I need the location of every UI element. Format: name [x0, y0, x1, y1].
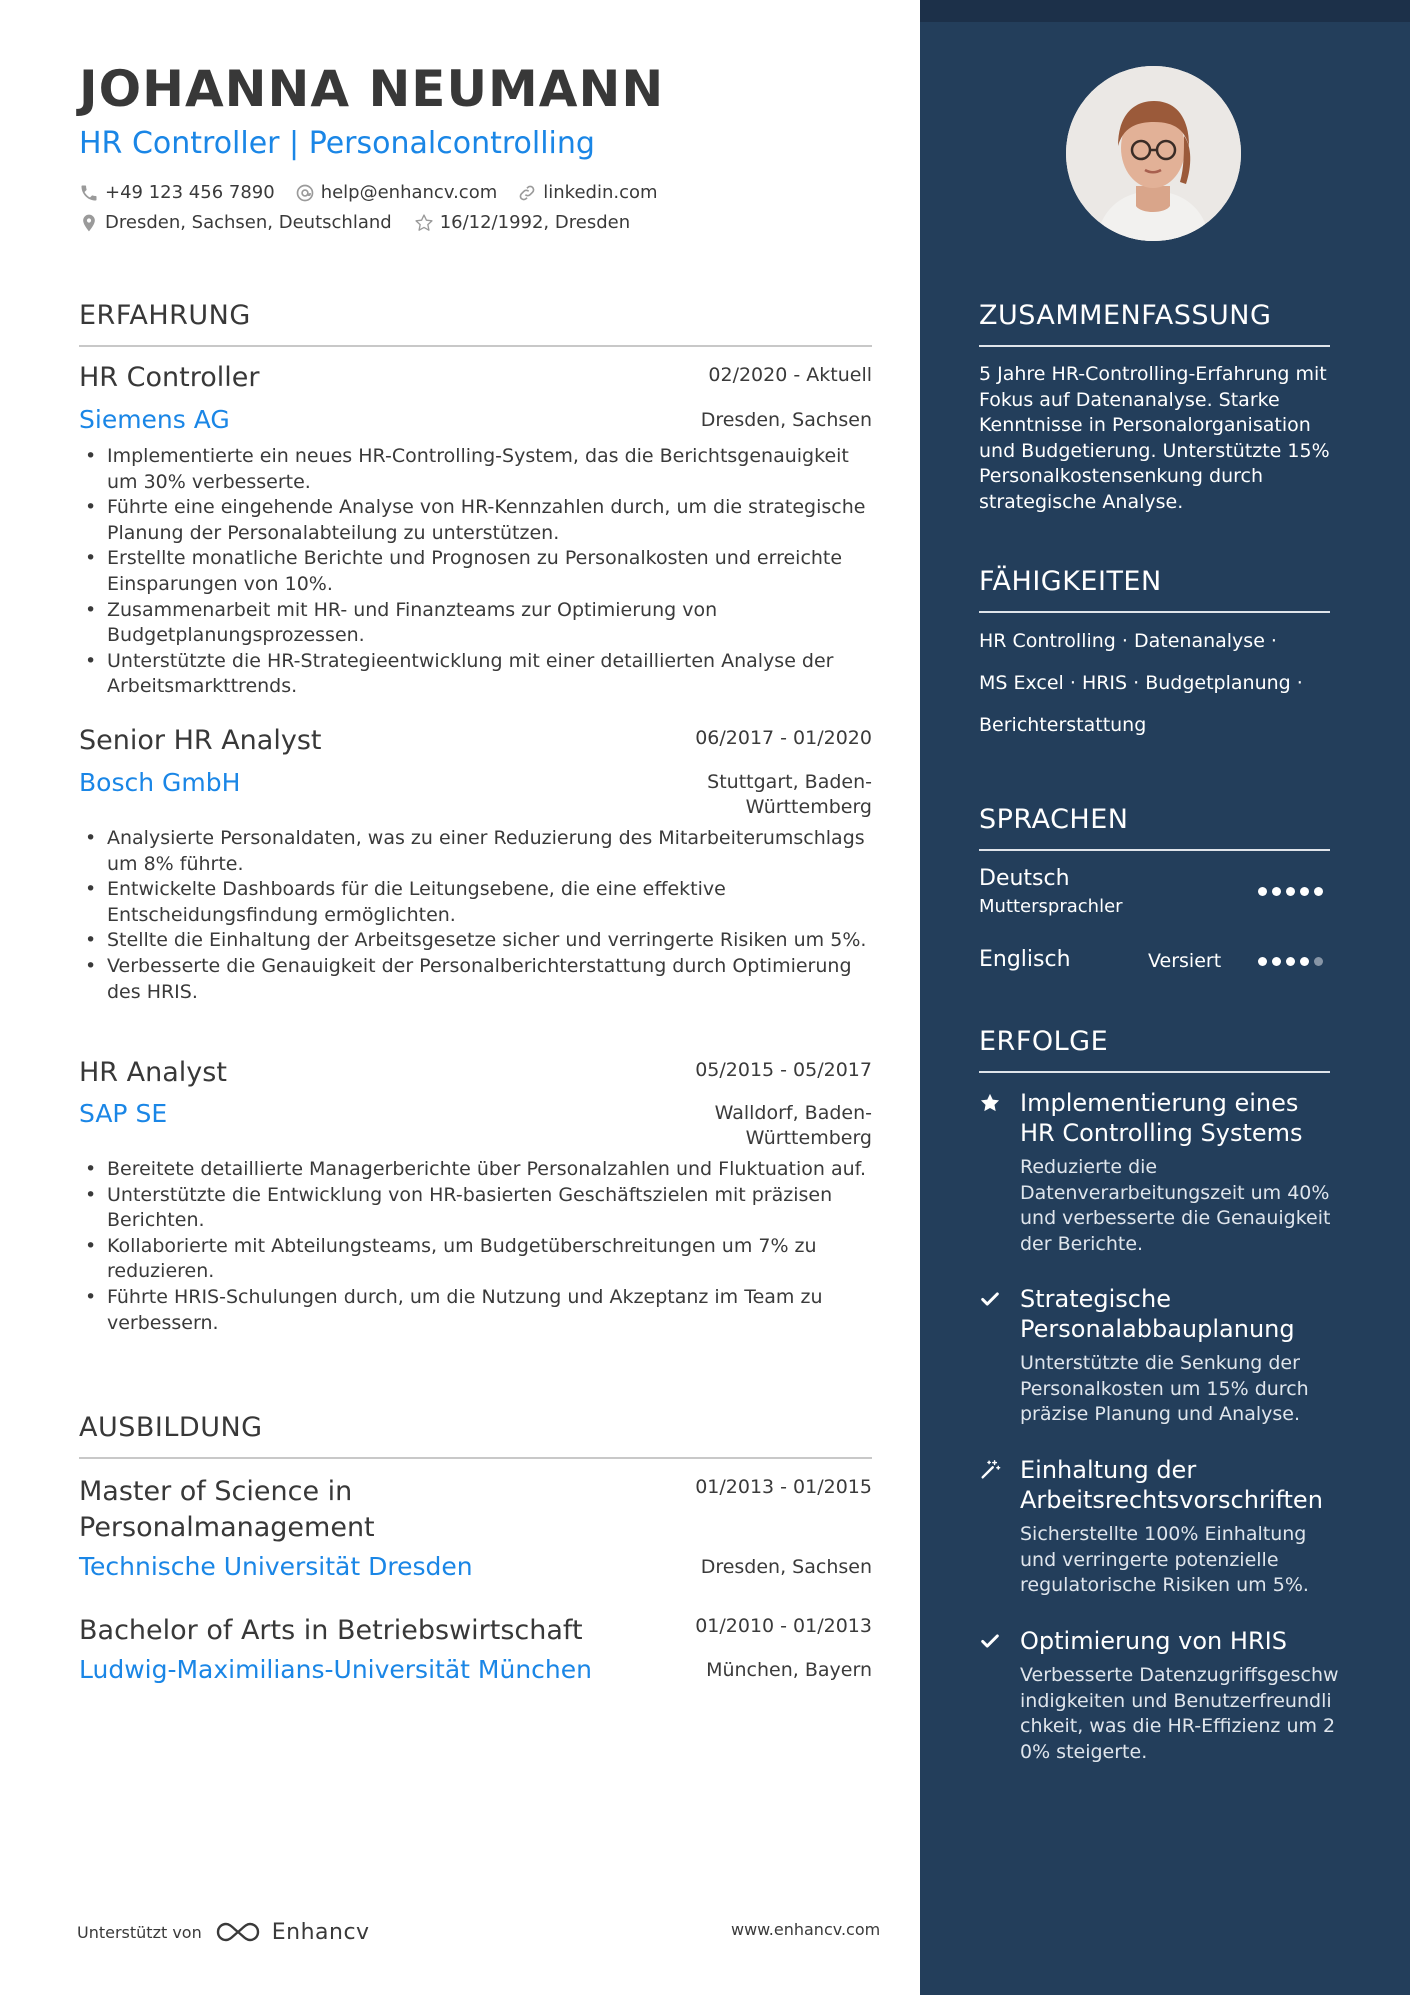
education-location: Dresden, Sachsen	[700, 1556, 872, 1578]
enhancv-logo-icon	[214, 1919, 262, 1945]
job-bullets	[79, 1157, 872, 1336]
job-bullet: • Bereitete detaillierte Managerberichte über Personalzahlen und Fluktuation auf.	[107, 1157, 872, 1183]
phone-text[interactable]: +49 123 456 7890	[105, 182, 275, 203]
job-bullet: • Verbesserte die Genauigkeit der Personalberichterstattung durch Optimierung des HRIS.	[107, 954, 872, 1005]
link-icon	[517, 183, 537, 203]
rating-dot	[1258, 957, 1267, 966]
job-bullet: • Analysierte Personaldaten, was zu einer Reduzierung des Mitarbeiterumschlags um 8% führte.	[107, 826, 872, 877]
education-date: 01/2010 - 01/2013	[695, 1615, 872, 1637]
footer-url[interactable]: www.enhancv.com	[731, 1920, 881, 1939]
job-bullet: • Implementierte ein neues HR-Controlling-System, das die Berichtsgenauigkeit um 30% verbesserte.	[107, 444, 872, 495]
job-bullet: • Unterstützte die Entwicklung von HR-basierten Geschäftszielen mit präzisen Berichten.	[107, 1183, 872, 1234]
achievement-title: Implementierung eines HR Controlling Systems	[1020, 1089, 1303, 1147]
linkedin-item	[517, 182, 657, 203]
linkedin-text[interactable]: linkedin.com	[543, 182, 658, 203]
summary-text: 5 Jahre HR-Controlling-Erfahrung mit Fokus auf Datenanalyse. Starke Kenntnisse in Personalorganisation und Budgetierung. Unterstützte 15% Personalkostensenkung durch strategische Analyse.	[979, 363, 1330, 513]
job-bullet: • Stellte die Einhaltung der Arbeitsgesetze sicher und verringerte Risiken um 5%.	[107, 928, 872, 954]
rating-dot	[1300, 957, 1309, 966]
star-icon	[979, 1092, 1001, 1114]
phone-icon	[79, 183, 99, 203]
job-company: Bosch GmbH	[79, 768, 241, 797]
footer-powered-by	[77, 1919, 370, 1945]
rating-dot	[1286, 957, 1295, 966]
job-bullet: • Führte eine eingehende Analyse von HR-Kennzahlen durch, um die strategische Planung der Personalabteilung zu unterstützen.	[107, 495, 872, 546]
skills-section-title: FÄHIGKEITEN	[979, 566, 1162, 597]
skills-line: HR Controlling · Datenanalyse ·	[979, 630, 1277, 652]
rating-dot	[1272, 957, 1281, 966]
job-title: HR Analyst	[79, 1057, 227, 1088]
languages-divider	[979, 849, 1330, 851]
check-icon	[979, 1288, 1001, 1310]
language-rating	[1258, 887, 1328, 896]
rating-dot-empty	[1314, 957, 1323, 966]
location-text: Dresden, Sachsen, Deutschland	[105, 212, 392, 233]
achievement-desc: Verbesserte Datenzugriffsgeschwindigkeiten und Benutzerfreundlichkeit, was die HR-Effizienz um 20% steigerte.	[1020, 1664, 1339, 1763]
job-date: 02/2020 - Aktuell	[708, 364, 872, 386]
rating-dot	[1314, 887, 1323, 896]
summary-divider	[979, 345, 1330, 347]
achievement-title: Strategische Personalabbauplanung	[1020, 1285, 1295, 1343]
education-school: Technische Universität Dresden	[79, 1552, 473, 1581]
language-rating	[1258, 957, 1328, 966]
skills-list	[979, 620, 1334, 746]
job-company: Siemens AG	[79, 405, 230, 434]
contact-row-2	[79, 212, 650, 233]
job-date: 06/2017 - 01/2020	[695, 727, 872, 749]
birth-text: 16/12/1992, Dresden	[439, 212, 631, 233]
powered-by-text: Unterstützt von	[77, 1922, 202, 1942]
achievement-title: Einhaltung der Arbeitsrechtsvorschriften	[1020, 1456, 1323, 1514]
at-icon	[295, 183, 315, 203]
star-outline-icon	[414, 213, 434, 233]
profile-photo-illustration	[1066, 66, 1241, 241]
sidebar-top-bar	[920, 0, 1410, 22]
job-bullet: • Zusammenarbeit mit HR- und Finanzteams zur Optimierung von Budgetplanungsprozessen.	[107, 598, 872, 649]
achievements-section-title: ERFOLGE	[979, 1026, 1109, 1057]
language-name: Deutsch	[979, 866, 1070, 891]
rating-dot	[1272, 887, 1281, 896]
email-text[interactable]: help@enhancv.com	[320, 182, 498, 203]
check-icon	[979, 1630, 1001, 1652]
contact-row-1	[79, 182, 678, 203]
job-company: SAP SE	[79, 1099, 168, 1128]
job-bullet: • Unterstützte die HR-Strategieentwicklung mit einer detaillierten Analyse der Arbeitsmarkttrends.	[107, 649, 872, 700]
phone-item	[79, 182, 275, 203]
education-degree: Master of Science in Personalmanagement	[79, 1476, 375, 1543]
email-item	[295, 182, 498, 203]
job-bullet: • Entwickelte Dashboards für die Leitungsebene, die eine effektive Entscheidungsfindung ermöglichten.	[107, 877, 872, 928]
language-level: Versiert	[1148, 950, 1222, 972]
education-section-title: AUSBILDUNG	[79, 1412, 263, 1443]
job-bullet: • Kollaborierte mit Abteilungsteams, um Budgetüberschreitungen um 7% zu reduzieren.	[107, 1234, 872, 1285]
achievement-title: Optimierung von HRIS	[1020, 1627, 1287, 1655]
achievements-divider	[979, 1071, 1330, 1073]
job-date: 05/2015 - 05/2017	[695, 1059, 872, 1081]
education-school: Ludwig-Maximilians-Universität München	[79, 1655, 592, 1684]
achievement-desc: Reduzierte die Datenverarbeitungszeit um 40% und verbesserte die Genauigkeit der Berichte.	[1020, 1156, 1331, 1255]
job-bullets	[79, 826, 872, 1005]
education-degree: Bachelor of Arts in Betriebswirtschaft	[79, 1615, 583, 1646]
location-item	[79, 212, 392, 233]
job-bullet: • Führte HRIS-Schulungen durch, um die Nutzung und Akzeptanz im Team zu verbessern.	[107, 1285, 872, 1336]
enhancv-brand[interactable]: Enhancv	[271, 1919, 370, 1945]
education-date: 01/2013 - 01/2015	[695, 1476, 872, 1498]
birth-item	[414, 212, 630, 233]
skills-line: MS Excel · HRIS · Budgetplanung ·	[979, 672, 1303, 694]
experience-section-title: ERFAHRUNG	[79, 300, 251, 331]
job-bullet: • Erstellte monatliche Berichte und Prognosen zu Personalkosten und erreichte Einsparungen von 10%.	[107, 546, 872, 597]
achievement-desc: Unterstützte die Senkung der Personalkosten um 15% durch präzise Planung und Analyse.	[1020, 1352, 1309, 1426]
education-location: München, Bayern	[706, 1659, 872, 1681]
rating-dot	[1258, 887, 1267, 896]
experience-divider	[79, 345, 872, 347]
rating-dot	[1300, 887, 1309, 896]
candidate-name: JOHANNA NEUMANN	[79, 60, 665, 118]
job-title: Senior HR Analyst	[79, 725, 322, 756]
magic-wand-icon	[979, 1459, 1001, 1481]
job-location: Stuttgart, Baden-Württemberg	[707, 771, 872, 818]
job-location: Walldorf, Baden-Württemberg	[714, 1102, 872, 1149]
languages-section-title: SPRACHEN	[979, 804, 1129, 835]
skills-divider	[979, 611, 1330, 613]
achievement-desc: Sicherstellte 100% Einhaltung und verringerte potenzielle regulatorische Risiken um 5%.	[1020, 1523, 1309, 1597]
sidebar	[920, 0, 1410, 1995]
education-divider	[79, 1457, 872, 1459]
location-pin-icon	[79, 213, 99, 233]
job-location: Dresden, Sachsen	[700, 409, 872, 431]
language-name: Englisch	[979, 947, 1071, 972]
rating-dot	[1286, 887, 1295, 896]
language-level: Muttersprachler	[979, 896, 1123, 917]
job-title: HR Controller	[79, 362, 260, 393]
profile-photo	[1066, 66, 1241, 241]
skills-line: Berichterstattung	[979, 714, 1147, 736]
candidate-headline: HR Controller | Personalcontrolling	[79, 126, 595, 161]
job-bullets	[79, 444, 872, 700]
summary-section-title: ZUSAMMENFASSUNG	[979, 300, 1272, 331]
